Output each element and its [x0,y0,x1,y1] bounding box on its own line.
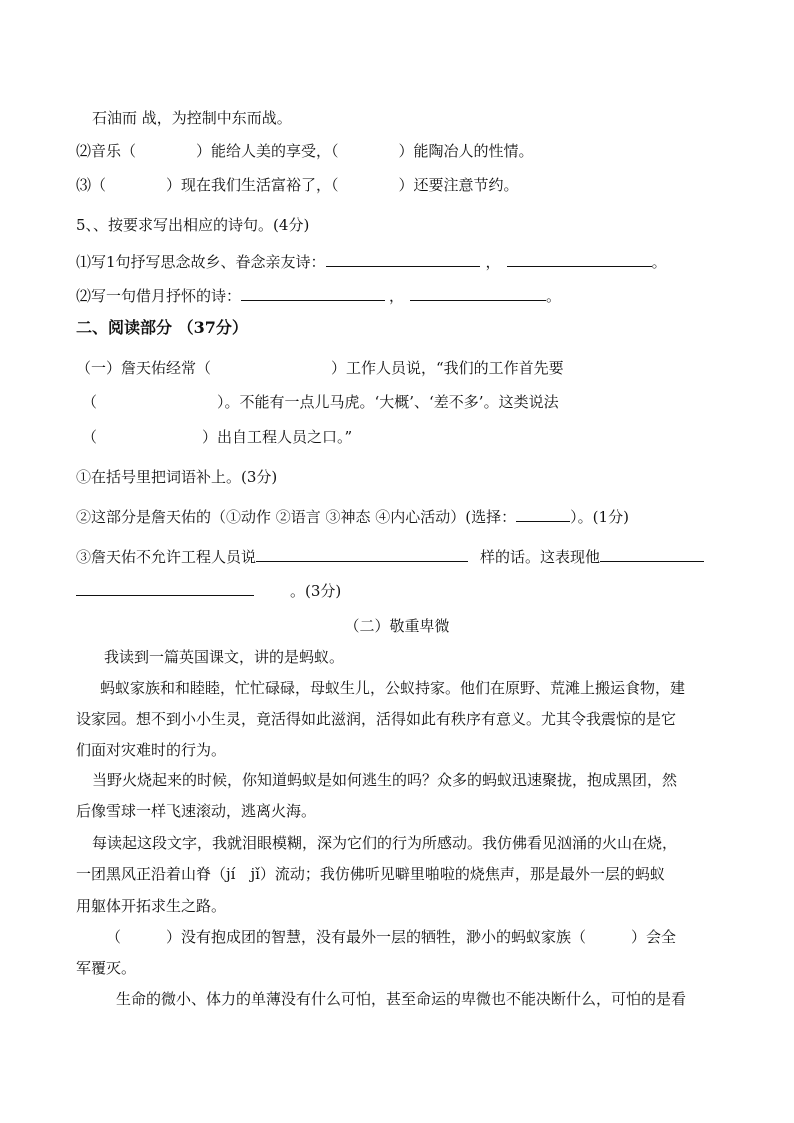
passage-line: （ ）。不能有一点儿马虎。‘大概’、‘差不多’。这类说法 [82,393,559,411]
text-line: 石油而 战，为控制中东而战。 [92,109,292,127]
passage-line: 一团黑风正沿着山脊（jí jǐ）流动；我仿佛听见噼里啪啦的烧焦声，那是最外一层的蚂蚁 [76,865,665,883]
passage-line: 后像雪球一样飞速滚动，逃离火海。 [76,802,317,820]
answer-blank[interactable] [600,547,704,562]
answer-blank[interactable] [410,286,546,301]
question-line [76,252,667,272]
answer-blank[interactable] [516,507,570,522]
answer-blank[interactable] [241,286,385,301]
question-line: ⑶（ ）现在我们生活富裕了，（ ）还要注意节约。 [76,176,519,194]
answer-blank[interactable] [507,252,652,267]
section-heading: 二、阅读部分 （37分） [76,318,248,337]
passage-title: （二）敬重卑微 [344,617,450,635]
question-heading: 5、、按要求写出相应的诗句。(4分) [76,216,310,234]
question-text: ③詹天佑不允许工程人员说 [76,548,257,566]
question-text: ⑵写一句借月抒怀的诗： [76,287,242,305]
passage-line: （ ）没有抱成团的智慧，没有最外一层的牺牲，渺小的蚂蚁家族（ ）会全 [106,928,677,946]
passage-line: 设家园。想不到小小生灵，竟活得如此滋润，活得如此有秩序有意义。尤其令我震惊的是它 [76,710,677,728]
question-line [76,286,561,306]
passage-line: 当野火烧起来的时候，你知道蚂蚁是如何逃生的吗？众多的蚂蚁迅速聚拢，抱成黑团，然 [92,771,678,789]
passage-line: 军覆灭。 [76,959,137,977]
answer-blank[interactable] [326,252,480,267]
answer-blank[interactable] [76,581,254,596]
punct: 。 [651,253,667,271]
question-line: ⑵音乐（ ）能给人美的享受，（ ）能陶冶人的性情。 [76,142,534,160]
question-line [76,547,704,567]
passage-line: 们面对灾难时的行为。 [76,741,227,759]
passage-line: （ ）出自工程人员之口。” [82,428,353,446]
punct: ， [485,253,501,271]
question-line: ①在括号里把词语补上。(3分) [76,468,278,486]
punct: 。 [546,287,562,305]
answer-blank[interactable] [334,547,468,562]
question-text: 样的话。这表现他 [480,548,601,566]
punct: ， [389,287,405,305]
passage-line: 用躯体开拓求生之路。 [76,897,227,915]
passage-line: 蚂蚁家族和和睦睦，忙忙碌碌，母蚁生儿，公蚁持家。他们在原野、荒滩上搬运食物，建 [100,679,686,697]
question-line [76,507,629,527]
passage-line: 我读到一篇英国课文，讲的是蚂蚁。 [104,648,345,666]
passage-line: 每读起这段文字，我就泪眼模糊，深为它们的行为所感动。我仿佛看见汹涌的火山在烧， [92,834,678,852]
answer-blank[interactable] [256,547,334,562]
question-line [76,581,341,601]
question-text: ⑴写1句抒写思念故乡、眷念亲友诗： [76,253,326,271]
question-text: 。(3分) [290,582,342,600]
question-text: ）。(1分) [570,508,629,526]
passage-line: （一）詹天佑经常（ ）工作人员说，“我们的工作首先要 [76,359,564,377]
passage-line: 生命的微小、体力的单薄没有什么可怕，甚至命运的卑微也不能决断什么，可怕的是看 [116,990,687,1008]
question-text: ②这部分是詹天佑的（①动作 ②语言 ③神态 ④内心活动）(选择： [76,508,517,526]
